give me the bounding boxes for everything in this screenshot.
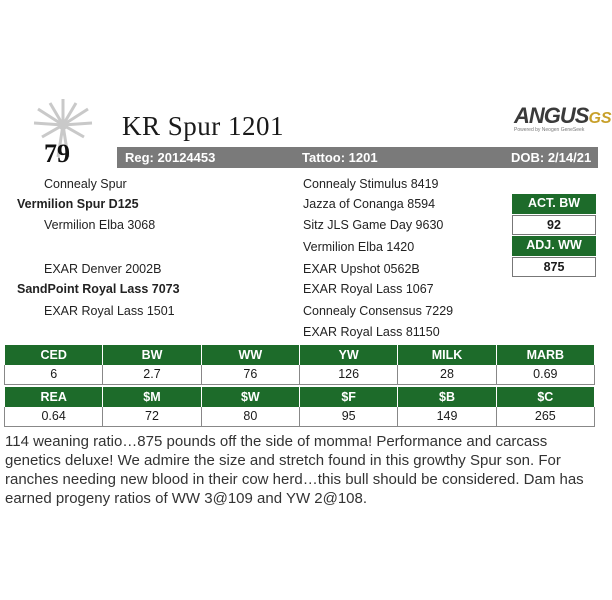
- epd-value: 0.69: [496, 365, 595, 385]
- tattoo: Tattoo: 1201: [302, 150, 378, 165]
- adj-ww-label: ADJ. WW: [512, 236, 596, 256]
- reg-number: Reg: 20124453: [125, 150, 216, 165]
- epd-header: WW: [202, 345, 300, 365]
- pedigree-ext-3: Sitz JLS Game Day 9630: [303, 218, 444, 232]
- pedigree-ext-1: Connealy Stimulus 8419: [303, 177, 439, 191]
- epd-value: 2.7: [102, 365, 201, 385]
- adj-ww-value: 875: [512, 257, 596, 277]
- epd-value: 0.64: [4, 407, 103, 427]
- epd-header: MARB: [497, 345, 595, 365]
- lot-number: 79: [44, 139, 70, 168]
- epd-header: YW: [300, 345, 398, 365]
- pedigree-sire: Vermilion Spur D125: [17, 197, 139, 211]
- epd-header: REA: [5, 387, 103, 407]
- epd-value: 149: [397, 407, 496, 427]
- registration-bar: [117, 147, 598, 168]
- brand-tagline: Powered by Neogen GeneSeek: [514, 127, 585, 133]
- pedigree-sire-sire: Connealy Spur: [44, 177, 127, 191]
- pedigree-sire-dam: Vermilion Elba 3068: [44, 218, 156, 232]
- brand-main: ANGUS: [514, 103, 589, 128]
- pedigree-dam-dam: EXAR Royal Lass 1501: [44, 304, 175, 318]
- pedigree-ext-6: EXAR Royal Lass 1067: [303, 282, 434, 296]
- pedigree-ext-4: Vermilion Elba 1420: [303, 240, 415, 254]
- pedigree-ext-5: EXAR Upshot 0562B: [303, 262, 420, 276]
- pedigree-ext-7: Connealy Consensus 7229: [303, 304, 454, 318]
- epd-header: BW: [103, 345, 201, 365]
- pedigree-ext-8: EXAR Royal Lass 81150: [303, 325, 440, 339]
- epd-value: 126: [299, 365, 398, 385]
- epd-header: $W: [202, 387, 300, 407]
- epd-header: $B: [398, 387, 496, 407]
- epd-value: 6: [4, 365, 103, 385]
- epd-table-row1: [5, 345, 595, 385]
- act-bw-label: ACT. BW: [512, 194, 596, 214]
- epd-header: CED: [5, 345, 103, 365]
- pedigree-dam: SandPoint Royal Lass 7073: [17, 282, 180, 296]
- sale-lot-card: [0, 95, 612, 515]
- pedigree-ext-2: Jazza of Conanga 8594: [303, 197, 436, 211]
- epd-value: 80: [201, 407, 300, 427]
- animal-name: KR Spur 1201: [122, 111, 285, 141]
- epd-value: 76: [201, 365, 300, 385]
- epd-value: 28: [397, 365, 496, 385]
- epd-value: 95: [299, 407, 398, 427]
- brand-accent: GS: [588, 110, 612, 127]
- epd-table-row2: [5, 387, 595, 427]
- act-bw-value: 92: [512, 215, 596, 235]
- pedigree-dam-sire: EXAR Denver 2002B: [44, 262, 162, 276]
- epd-value: 72: [102, 407, 201, 427]
- epd-header: $F: [300, 387, 398, 407]
- epd-header: MILK: [398, 345, 496, 365]
- epd-header: $C: [497, 387, 595, 407]
- epd-header: $M: [103, 387, 201, 407]
- lot-description: 114 weaning ratio…875 pounds off the side of momma! Performance and carcass genetics deluxe! We admire the size and stretch found in this growthy Spur son. For ranches needing new blood in their cow herd…this bull should be considered. Dam has earned progeny ratios of WW 3@109 and YW 2@108.: [5, 433, 584, 507]
- dob: DOB: 2/14/21: [511, 150, 592, 165]
- epd-value: 265: [496, 407, 595, 427]
- angus-gs-logo: [514, 103, 612, 143]
